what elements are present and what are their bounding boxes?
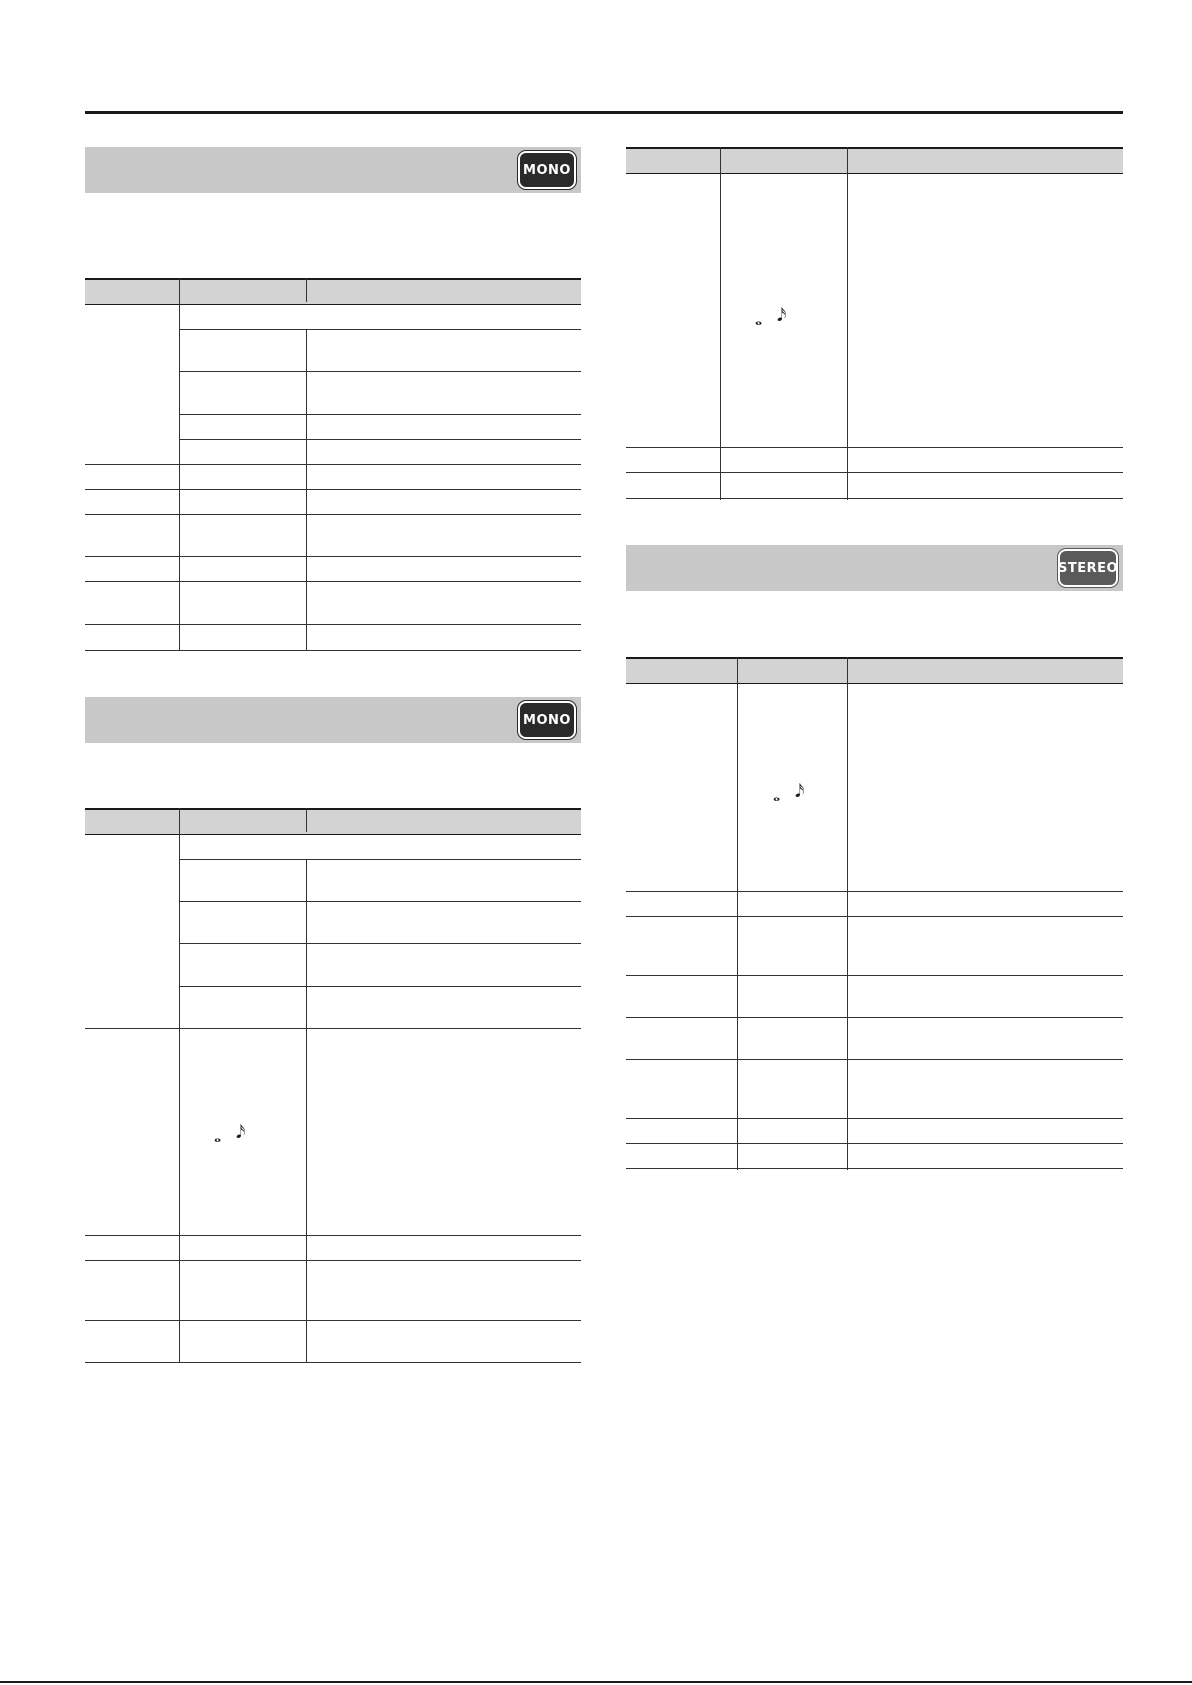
- table-row: [85, 581, 581, 582]
- table-row: [179, 414, 581, 415]
- table-row: [179, 986, 581, 987]
- table-bottom-rule: [85, 1362, 581, 1363]
- table-row: [179, 943, 581, 944]
- stereo-badge: STEREO: [1058, 549, 1118, 587]
- table-bottom-rule: [85, 650, 581, 651]
- table-row: [85, 489, 581, 490]
- table-header-row: [85, 808, 581, 835]
- column-divider: [847, 657, 848, 1170]
- table-row: [85, 1028, 581, 1029]
- table-row: [179, 901, 581, 902]
- column-divider: [179, 808, 180, 1363]
- table-row: [626, 1059, 1123, 1060]
- table-row: [179, 859, 581, 860]
- table-row: [85, 514, 581, 515]
- table-row: [626, 447, 1123, 448]
- whole-note-icon: 𝅝: [773, 785, 781, 806]
- table-bottom-rule: [626, 498, 1123, 499]
- sixteenth-note-icon: 𝅘𝅥𝅯: [236, 1122, 246, 1143]
- table-row: [626, 472, 1123, 473]
- table-row: [179, 371, 581, 372]
- table-row: [626, 1017, 1123, 1018]
- table-row: [626, 1118, 1123, 1119]
- parameter-table-3: [626, 147, 1123, 500]
- table-bottom-rule: [626, 1168, 1123, 1169]
- table-row: [179, 439, 581, 440]
- bottom-rule: [0, 1681, 1192, 1683]
- sixteenth-note-icon: 𝅘𝅥𝅯: [795, 781, 805, 802]
- table-row: [179, 329, 581, 330]
- top-rule: [85, 111, 1123, 114]
- column-divider: [306, 808, 307, 832]
- table-header-row: [626, 147, 1123, 174]
- table-row: [626, 975, 1123, 976]
- column-divider: [737, 657, 738, 1170]
- table-row: [85, 624, 581, 625]
- table-row: [626, 916, 1123, 917]
- parameter-table-1: [85, 278, 581, 651]
- section-header-band-2: [85, 697, 581, 743]
- table-row: [85, 464, 581, 465]
- whole-note-icon: 𝅝: [755, 309, 763, 330]
- sixteenth-note-icon: 𝅘𝅥𝅯: [777, 305, 787, 326]
- table-row: [85, 1320, 581, 1321]
- table-row: [626, 891, 1123, 892]
- column-divider: [306, 859, 307, 1363]
- mono-badge-2: MONO: [518, 701, 576, 739]
- parameter-table-4: [626, 657, 1123, 1170]
- column-divider: [306, 329, 307, 651]
- column-divider: [306, 278, 307, 302]
- table-row: [626, 1143, 1123, 1144]
- table-header-row: [626, 657, 1123, 684]
- section-header-band-1: [85, 147, 581, 193]
- whole-note-icon: 𝅝: [214, 1126, 222, 1147]
- table-row: [85, 556, 581, 557]
- table-row: [85, 1260, 581, 1261]
- table-header-row: [85, 278, 581, 305]
- table-row: [85, 1235, 581, 1236]
- parameter-table-2: [85, 808, 581, 1363]
- section-header-band-3: [626, 545, 1123, 591]
- mono-badge-1: MONO: [518, 151, 576, 189]
